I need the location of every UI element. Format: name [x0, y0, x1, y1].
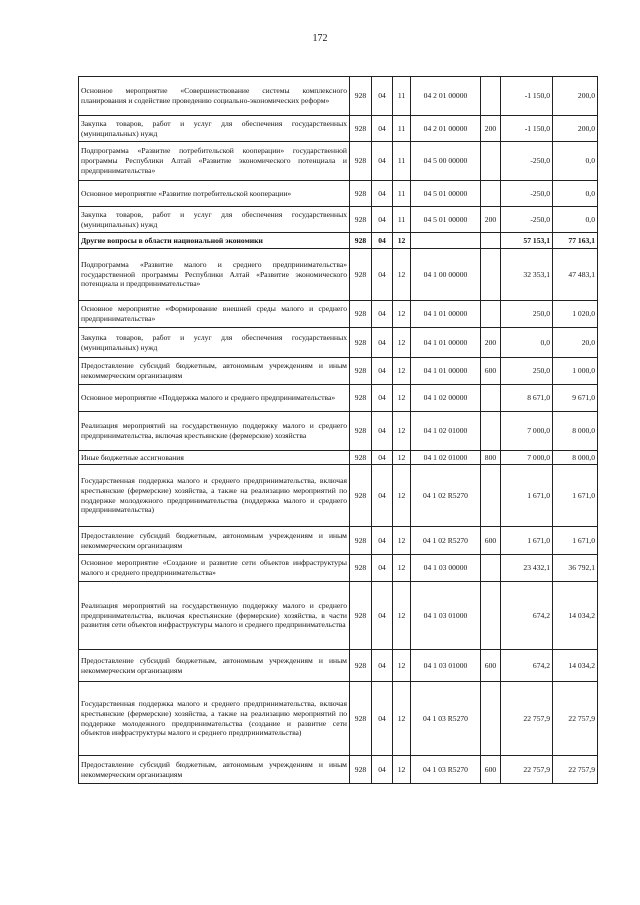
section-code: 04 [372, 142, 393, 181]
section-code: 04 [372, 77, 393, 116]
expense-type [481, 412, 501, 451]
admin-code: 928 [350, 527, 372, 555]
expense-type [481, 181, 501, 207]
row-name: Предоставление субсидий бюджетным, автономным учреждениям и иным некоммерческим организациям [79, 527, 350, 555]
change-amount: -250,0 [501, 207, 553, 233]
target-article: 04 1 03 R5270 [411, 682, 481, 756]
section-code: 04 [372, 116, 393, 142]
expense-type: 800 [481, 451, 501, 465]
admin-code: 928 [350, 465, 372, 527]
change-amount: 7 000,0 [501, 451, 553, 465]
expense-type [481, 582, 501, 650]
target-article: 04 1 01 00000 [411, 358, 481, 385]
section-code: 04 [372, 207, 393, 233]
row-name: Закупка товаров, работ и услуг для обеспечения государственных (муниципальных) нужд [79, 328, 350, 358]
subsection-code: 12 [393, 358, 411, 385]
section-code: 04 [372, 328, 393, 358]
total-amount: 36 792,1 [553, 555, 598, 582]
subsection-code: 12 [393, 555, 411, 582]
expense-type [481, 555, 501, 582]
subsection-code: 12 [393, 385, 411, 412]
subsection-code: 11 [393, 181, 411, 207]
table-row [79, 116, 598, 142]
target-article: 04 1 02 R5270 [411, 465, 481, 527]
change-amount: 23 432,1 [501, 555, 553, 582]
subsection-code: 11 [393, 116, 411, 142]
table-row [79, 582, 598, 650]
expense-type: 200 [481, 207, 501, 233]
target-article: 04 1 03 01000 [411, 650, 481, 682]
expense-type [481, 682, 501, 756]
change-amount: -1 150,0 [501, 116, 553, 142]
change-amount: 32 353,1 [501, 249, 553, 301]
section-code: 04 [372, 249, 393, 301]
row-name: Закупка товаров, работ и услуг для обеспечения государственных (муниципальных) нужд [79, 116, 350, 142]
row-name: Предоставление субсидий бюджетным, автономным учреждениям и иным некоммерческим организациям [79, 756, 350, 784]
table-row [79, 249, 598, 301]
section-code: 04 [372, 233, 393, 249]
row-name: Основное мероприятие «Поддержка малого и среднего предпринимательства» [79, 385, 350, 412]
row-name: Другие вопросы в области национальной экономики [79, 233, 350, 249]
subsection-code: 12 [393, 527, 411, 555]
row-name: Основное мероприятие «Совершенствование системы комплексного планирования и содействие проведению социально-экономических реформ» [79, 77, 350, 116]
change-amount: 22 757,9 [501, 682, 553, 756]
change-amount: 7 000,0 [501, 412, 553, 451]
subsection-code: 12 [393, 756, 411, 784]
change-amount: 250,0 [501, 358, 553, 385]
admin-code: 928 [350, 233, 372, 249]
admin-code: 928 [350, 142, 372, 181]
section-code: 04 [372, 385, 393, 412]
expense-type: 200 [481, 116, 501, 142]
subsection-code: 11 [393, 142, 411, 181]
change-amount: -250,0 [501, 142, 553, 181]
target-article: 04 5 01 00000 [411, 181, 481, 207]
target-article: 04 5 00 00000 [411, 142, 481, 181]
total-amount: 14 034,2 [553, 650, 598, 682]
expense-type: 200 [481, 328, 501, 358]
total-amount: 8 000,0 [553, 412, 598, 451]
admin-code: 928 [350, 301, 372, 328]
section-code: 04 [372, 465, 393, 527]
target-article: 04 1 02 01000 [411, 451, 481, 465]
target-article [411, 233, 481, 249]
admin-code: 928 [350, 555, 372, 582]
row-name: Основное мероприятие «Развитие потребительской кооперации» [79, 181, 350, 207]
admin-code: 928 [350, 358, 372, 385]
expense-type [481, 385, 501, 412]
table-row [79, 555, 598, 582]
table-row [79, 465, 598, 527]
table-row [79, 207, 598, 233]
expense-type: 600 [481, 756, 501, 784]
total-amount: 1 671,0 [553, 527, 598, 555]
page-number: 172 [312, 33, 328, 44]
total-amount: 1 671,0 [553, 465, 598, 527]
change-amount: 57 153,1 [501, 233, 553, 249]
admin-code: 928 [350, 116, 372, 142]
row-name: Государственная поддержка малого и среднего предпринимательства, включая крестьянские (фермерские) хозяйства, а также на реализацию мероприятий по поддержке молодежного предпринимательства (поддержка малого и среднего предпринимательства) [79, 465, 350, 527]
change-amount: 1 671,0 [501, 465, 553, 527]
target-article: 04 5 01 00000 [411, 207, 481, 233]
change-amount: 674,2 [501, 582, 553, 650]
admin-code: 928 [350, 207, 372, 233]
total-amount: 0,0 [553, 181, 598, 207]
section-code: 04 [372, 527, 393, 555]
change-amount: -250,0 [501, 181, 553, 207]
row-name: Закупка товаров, работ и услуг для обеспечения государственных (муниципальных) нужд [79, 207, 350, 233]
section-code: 04 [372, 412, 393, 451]
subsection-code: 12 [393, 328, 411, 358]
row-name: Реализация мероприятий на государственную поддержку малого и среднего предпринимательства, включая крестьянские (фермерские) хозяйства [79, 412, 350, 451]
admin-code: 928 [350, 412, 372, 451]
target-article: 04 1 02 00000 [411, 385, 481, 412]
table-row [79, 77, 598, 116]
expense-type [481, 142, 501, 181]
total-amount: 9 671,0 [553, 385, 598, 412]
total-amount: 14 034,2 [553, 582, 598, 650]
change-amount: 0,0 [501, 328, 553, 358]
row-name: Иные бюджетные ассигнования [79, 451, 350, 465]
table-row [79, 358, 598, 385]
row-name: Государственная поддержка малого и среднего предпринимательства, включая крестьянские (фермерские) хозяйства, а также на реализацию мероприятий по поддержке молодежного предпринимательства (создание и развитие сети объектов инфраструктуры малого и среднего предпринимательства) [79, 682, 350, 756]
admin-code: 928 [350, 77, 372, 116]
admin-code: 928 [350, 249, 372, 301]
target-article: 04 1 01 00000 [411, 328, 481, 358]
table-body [79, 77, 598, 784]
admin-code: 928 [350, 385, 372, 412]
section-code: 04 [372, 650, 393, 682]
table-row [79, 142, 598, 181]
total-amount: 77 163,1 [553, 233, 598, 249]
section-code: 04 [372, 301, 393, 328]
admin-code: 928 [350, 650, 372, 682]
total-amount: 47 483,1 [553, 249, 598, 301]
row-name: Предоставление субсидий бюджетным, автономным учреждениям и иным некоммерческим организациям [79, 650, 350, 682]
row-name: Основное мероприятие «Формирование внешней среды малого и среднего предпринимательства» [79, 301, 350, 328]
change-amount: 674,2 [501, 650, 553, 682]
table-row [79, 451, 598, 465]
expense-type [481, 77, 501, 116]
target-article: 04 1 02 R5270 [411, 527, 481, 555]
section-code: 04 [372, 582, 393, 650]
subsection-code: 12 [393, 412, 411, 451]
subsection-code: 12 [393, 451, 411, 465]
change-amount: 22 757,9 [501, 756, 553, 784]
admin-code: 928 [350, 181, 372, 207]
subsection-code: 12 [393, 682, 411, 756]
row-name: Реализация мероприятий на государственную поддержку малого и среднего предпринимательства, включая крестьянские (фермерские) хозяйства, в части развития сети объектов инфраструктуры малого и среднего предпринимательства [79, 582, 350, 650]
total-amount: 200,0 [553, 77, 598, 116]
table-row [79, 233, 598, 249]
admin-code: 928 [350, 328, 372, 358]
table-row [79, 756, 598, 784]
section-code: 04 [372, 181, 393, 207]
subsection-code: 12 [393, 465, 411, 527]
total-amount: 8 000,0 [553, 451, 598, 465]
table-row [79, 682, 598, 756]
total-amount: 200,0 [553, 116, 598, 142]
expense-type [481, 301, 501, 328]
target-article: 04 2 01 00000 [411, 116, 481, 142]
target-article: 04 1 02 01000 [411, 412, 481, 451]
table-row [79, 650, 598, 682]
change-amount: 1 671,0 [501, 527, 553, 555]
total-amount: 22 757,9 [553, 756, 598, 784]
admin-code: 928 [350, 682, 372, 756]
total-amount: 0,0 [553, 207, 598, 233]
expense-type [481, 249, 501, 301]
table-row [79, 181, 598, 207]
row-name: Предоставление субсидий бюджетным, автономным учреждениям и иным некоммерческим организациям [79, 358, 350, 385]
table-row [79, 527, 598, 555]
target-article: 04 2 01 00000 [411, 77, 481, 116]
change-amount: 8 671,0 [501, 385, 553, 412]
admin-code: 928 [350, 451, 372, 465]
section-code: 04 [372, 555, 393, 582]
target-article: 04 1 03 01000 [411, 582, 481, 650]
section-code: 04 [372, 451, 393, 465]
subsection-code: 12 [393, 650, 411, 682]
row-name: Подпрограмма «Развитие потребительской кооперации» государственной программы Республики Алтай «Развитие экономического потенциала и предпринимательства» [79, 142, 350, 181]
section-code: 04 [372, 682, 393, 756]
subsection-code: 11 [393, 207, 411, 233]
subsection-code: 11 [393, 77, 411, 116]
expense-type [481, 233, 501, 249]
expense-type [481, 465, 501, 527]
total-amount: 1 020,0 [553, 301, 598, 328]
target-article: 04 1 03 R5270 [411, 756, 481, 784]
admin-code: 928 [350, 756, 372, 784]
target-article: 04 1 00 00000 [411, 249, 481, 301]
row-name: Подпрограмма «Развитие малого и среднего предпринимательства» государственной программы Республики Алтай «Развитие экономического потенциала и предпринимательства» [79, 249, 350, 301]
budget-table [78, 76, 598, 784]
table-row [79, 301, 598, 328]
total-amount: 22 757,9 [553, 682, 598, 756]
admin-code: 928 [350, 582, 372, 650]
change-amount: -1 150,0 [501, 77, 553, 116]
total-amount: 1 000,0 [553, 358, 598, 385]
change-amount: 250,0 [501, 301, 553, 328]
subsection-code: 12 [393, 301, 411, 328]
expense-type: 600 [481, 650, 501, 682]
row-name: Основное мероприятие «Создание и развитие сети объектов инфраструктуры малого и среднего предпринимательства» [79, 555, 350, 582]
table-row [79, 328, 598, 358]
target-article: 04 1 01 00000 [411, 301, 481, 328]
subsection-code: 12 [393, 582, 411, 650]
total-amount: 0,0 [553, 142, 598, 181]
target-article: 04 1 03 00000 [411, 555, 481, 582]
expense-type: 600 [481, 358, 501, 385]
total-amount: 20,0 [553, 328, 598, 358]
subsection-code: 12 [393, 233, 411, 249]
section-code: 04 [372, 756, 393, 784]
section-code: 04 [372, 358, 393, 385]
table-row [79, 412, 598, 451]
subsection-code: 12 [393, 249, 411, 301]
table-row [79, 385, 598, 412]
expense-type: 600 [481, 527, 501, 555]
